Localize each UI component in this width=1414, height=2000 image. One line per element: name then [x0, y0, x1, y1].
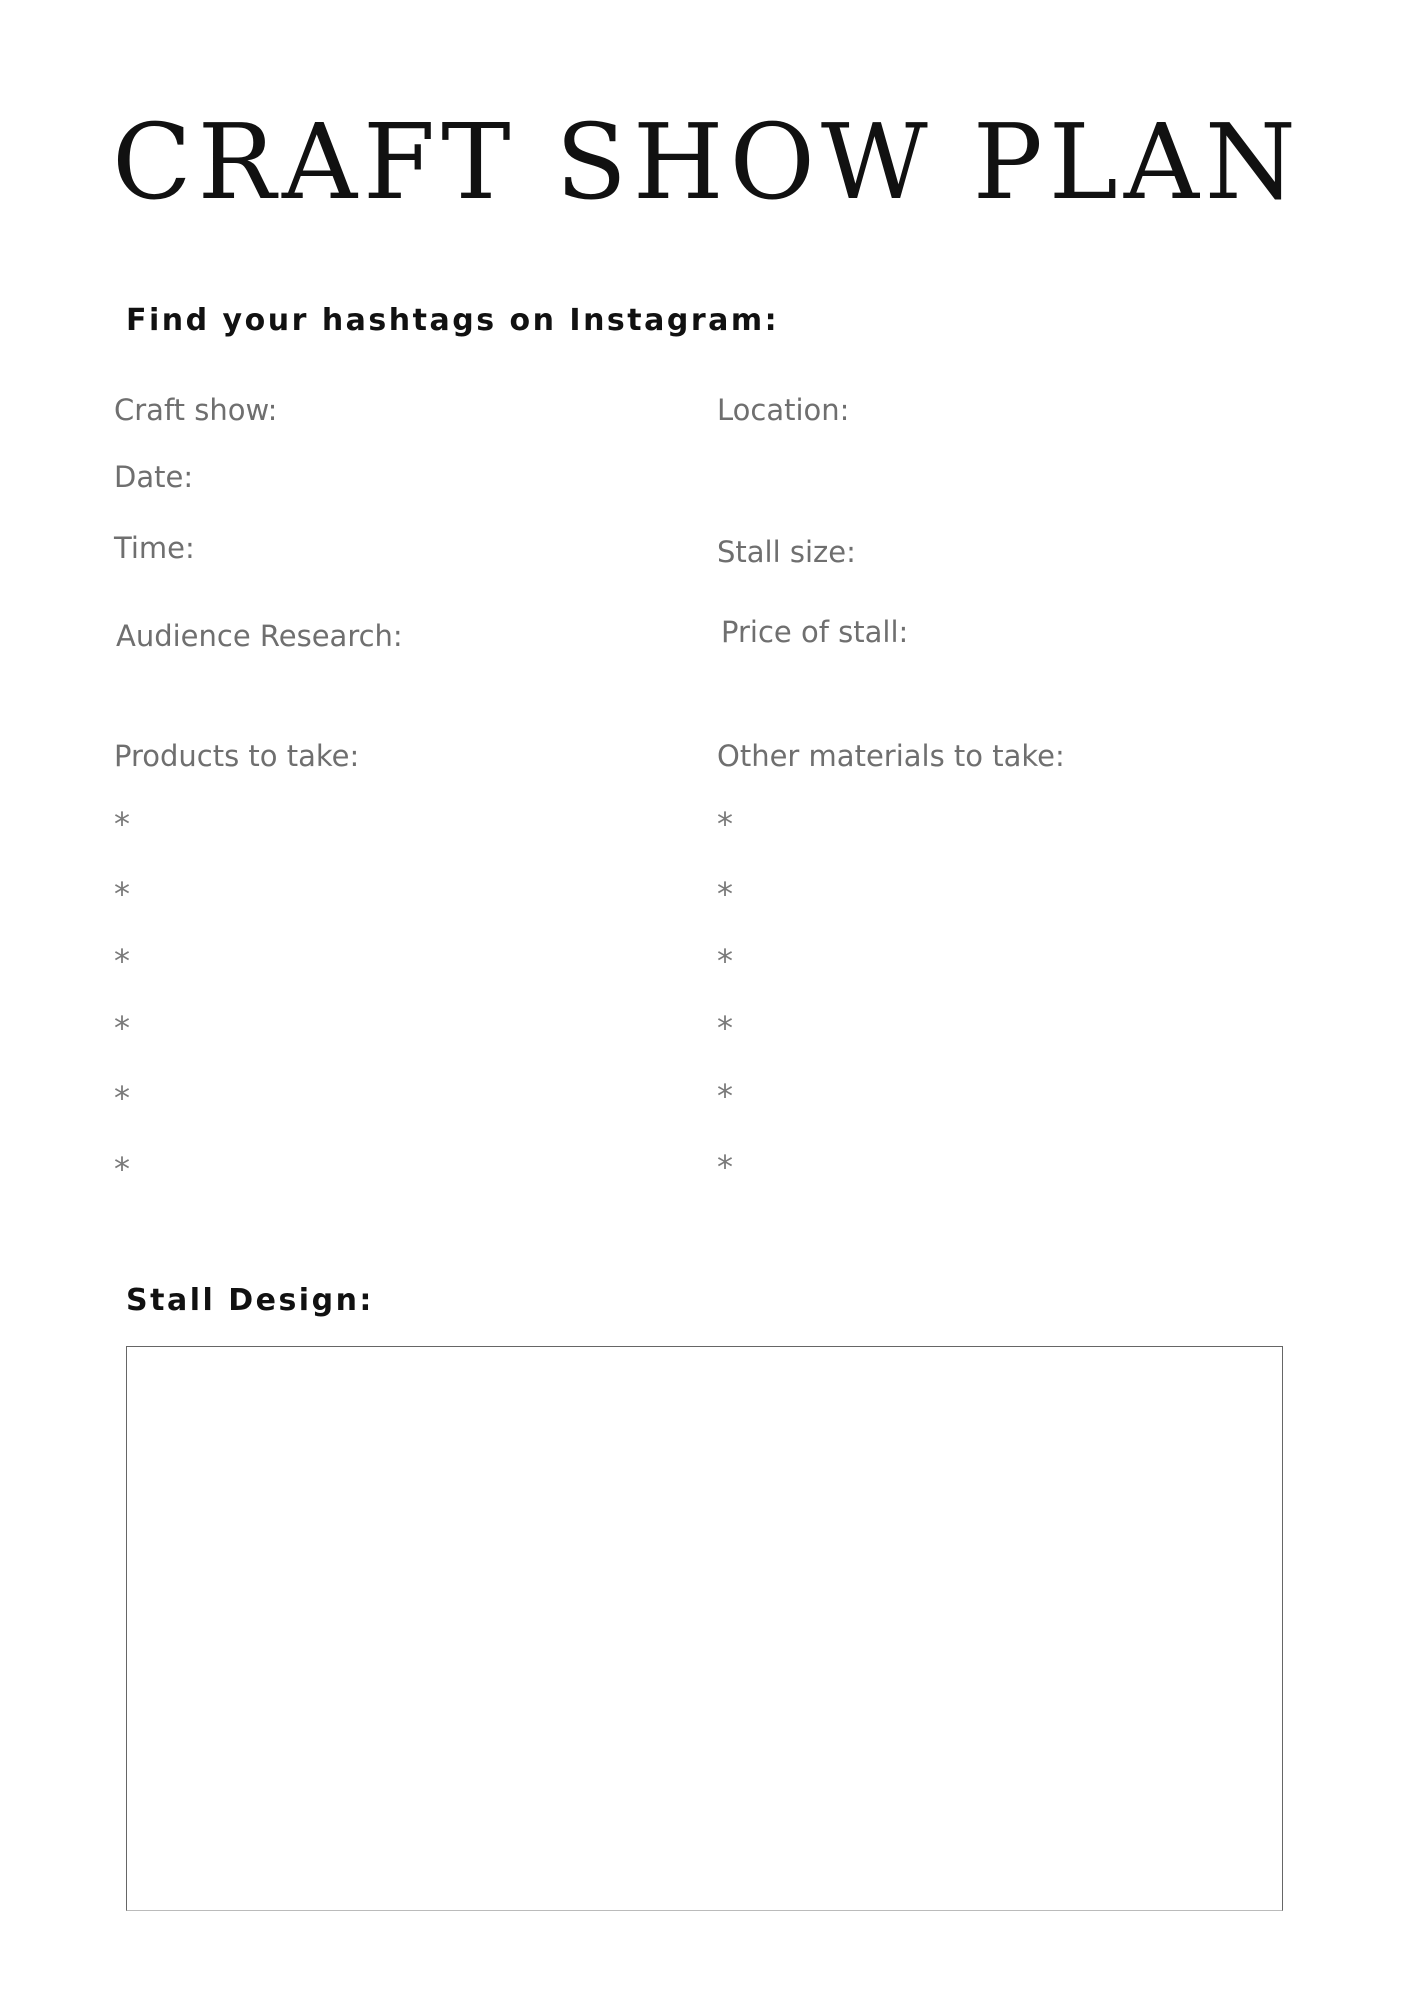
- hashtags-heading: Find your hashtags on Instagram:: [126, 303, 780, 338]
- materials-bullet-1: *: [717, 805, 733, 843]
- products-bullet-2: *: [114, 875, 130, 913]
- stall-design-box: [126, 1346, 1283, 1911]
- products-bullet-5: *: [114, 1079, 130, 1117]
- products-bullet-3: *: [114, 942, 130, 980]
- date-label: Date:: [114, 460, 194, 494]
- products-bullet-6: *: [114, 1150, 130, 1188]
- price-of-stall-label: Price of stall:: [721, 615, 909, 649]
- products-to-take-label: Products to take:: [114, 739, 360, 773]
- materials-bullet-5: *: [717, 1077, 733, 1115]
- materials-bullet-4: *: [717, 1009, 733, 1047]
- products-bullet-1: *: [114, 805, 130, 843]
- location-label: Location:: [717, 393, 850, 427]
- page-title: CRAFT SHOW PLAN: [112, 101, 1302, 223]
- other-materials-label: Other materials to take:: [717, 739, 1065, 773]
- materials-bullet-2: *: [717, 875, 733, 913]
- craft-show-label: Craft show:: [114, 393, 278, 427]
- materials-bullet-3: *: [717, 942, 733, 980]
- products-bullet-4: *: [114, 1009, 130, 1047]
- stall-size-label: Stall size:: [717, 535, 856, 569]
- audience-research-label: Audience Research:: [116, 619, 403, 653]
- stall-design-heading: Stall Design:: [126, 1283, 374, 1318]
- time-label: Time:: [114, 531, 195, 565]
- materials-bullet-6: *: [717, 1148, 733, 1186]
